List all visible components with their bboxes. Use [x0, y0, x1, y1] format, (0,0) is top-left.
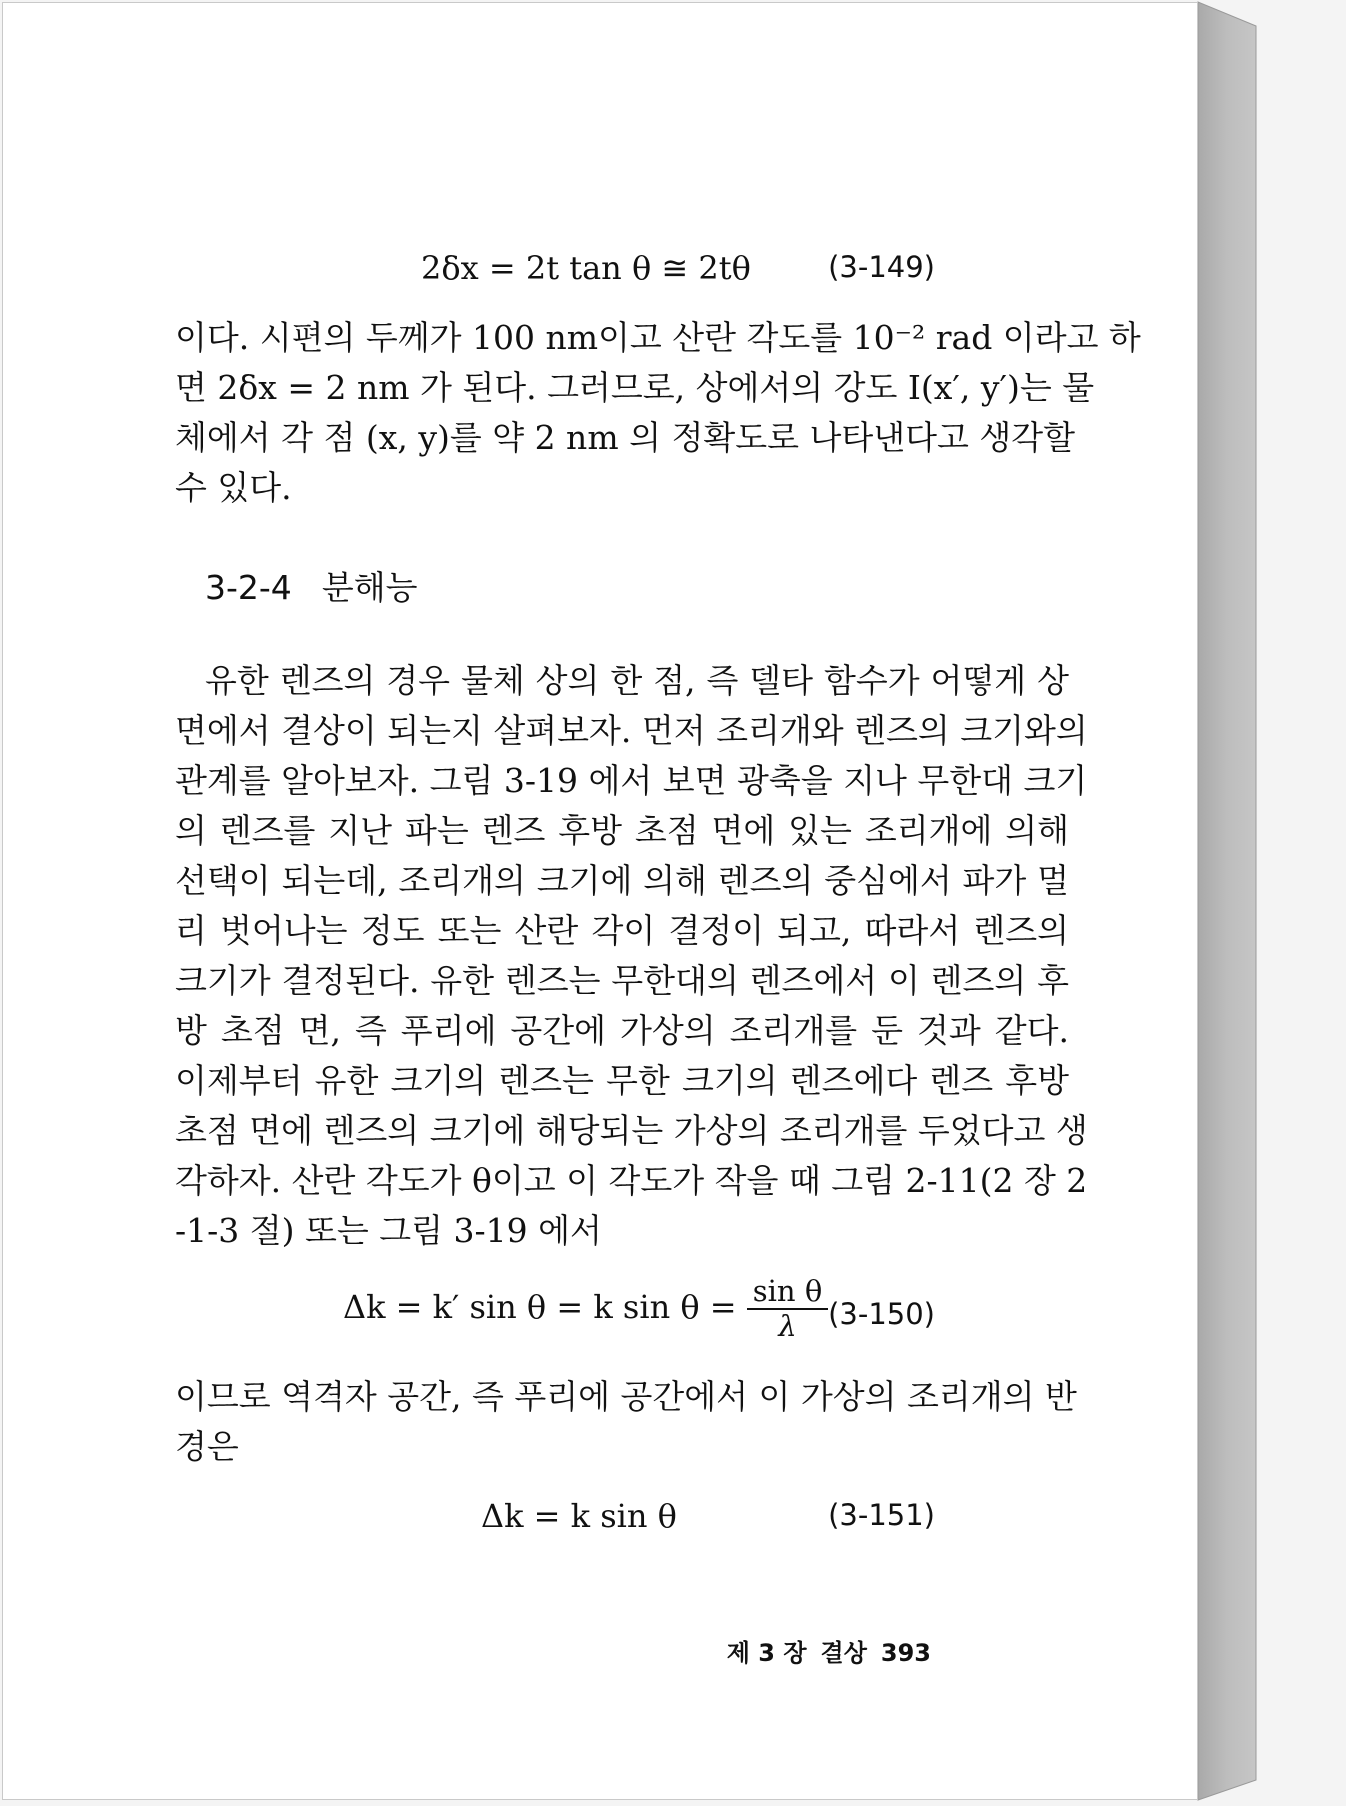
paragraph-1-line-3: 체에서 각 점 (x, y)를 약 2 nm 의 정확도로 나타낸다고 생각할: [175, 418, 1075, 457]
page-number: 393: [880, 1639, 931, 1667]
section-title: 분해능: [321, 568, 418, 607]
equation-number-3-149: (3-149): [828, 250, 935, 284]
section-number: 3-2-4: [205, 568, 292, 607]
paragraph-2-line-6: 리 벗어나는 정도 또는 산란 각이 결정이 되고, 따라서 렌즈의: [175, 911, 1069, 950]
paragraph-1-line-2: 면 2δx = 2 nm 가 된다. 그러므로, 상에서의 강도 I(x′, y′)는 물: [175, 368, 1095, 407]
equation-number-3-151: (3-151): [828, 1498, 935, 1532]
footer-chapter: 제 3 장: [726, 1639, 807, 1667]
paragraph-2-line-8: 방 초점 면, 즉 푸리에 공간에 가상의 조리개를 둔 것과 같다.: [175, 1011, 1069, 1050]
equation-3-149: 2δx = 2t tan θ ≅ 2tθ: [421, 249, 751, 287]
paragraph-2-line-11: 각하자. 산란 각도가 θ이고 이 각도가 작을 때 그림 2-11(2 장 2: [175, 1161, 1088, 1200]
fraction-sin-theta-over-lambda: [747, 1275, 829, 1344]
section-heading: [205, 565, 417, 611]
paragraph-3-line-1: 이므로 역격자 공간, 즉 푸리에 공간에서 이 가상의 조리개의 반: [175, 1377, 1077, 1416]
paragraph-2-line-10: 초점 면에 렌즈의 크기에 해당되는 가상의 조리개를 두었다고 생: [175, 1111, 1088, 1150]
paragraph-2-line-9: 이제부터 유한 크기의 렌즈는 무한 크기의 렌즈에다 렌즈 후방: [175, 1061, 1069, 1100]
paragraph-3-line-2: 경은: [175, 1427, 239, 1466]
paragraph-2-line-1: 유한 렌즈의 경우 물체 상의 한 점, 즉 델타 함수가 어떻게 상: [205, 661, 1069, 700]
paragraph-2-line-4: 의 렌즈를 지난 파는 렌즈 후방 초점 면에 있는 조리개에 의해: [175, 811, 1069, 850]
book-page: [2, 2, 1198, 1800]
paragraph-2-line-12: -1-3 절) 또는 그림 3-19 에서: [175, 1211, 602, 1250]
paragraph-2-line-7: 크기가 결정된다. 유한 렌즈는 무한대의 렌즈에서 이 렌즈의 후: [175, 961, 1069, 1000]
paragraph-2-line-3: 관계를 알아보자. 그림 3-19 에서 보면 광축을 지나 무한대 크기: [175, 761, 1088, 800]
running-footer: [727, 1633, 931, 1668]
paragraph-1-line-4: 수 있다.: [175, 468, 292, 507]
fraction-numerator: sin θ: [747, 1275, 829, 1310]
paragraph-2-line-5: 선택이 되는데, 조리개의 크기에 의해 렌즈의 중심에서 파가 멀: [175, 861, 1069, 900]
equation-3-150-lhs: Δk = k′ sin θ = k sin θ =: [343, 1287, 737, 1326]
footer-chapter-title: 결상: [820, 1639, 867, 1667]
paragraph-1-line-1: 이다. 시편의 두께가 100 nm이고 산란 각도를 10⁻² rad 이라고 하: [175, 318, 1141, 357]
equation-3-151: Δk = k sin θ: [481, 1497, 677, 1535]
fraction-denominator: λ: [778, 1309, 797, 1344]
equation-3-150: [343, 1275, 828, 1344]
paragraph-2-line-2: 면에서 결상이 되는지 살펴보자. 먼저 조리개와 렌즈의 크기와의: [175, 711, 1088, 750]
equation-number-3-150: (3-150): [828, 1297, 935, 1331]
